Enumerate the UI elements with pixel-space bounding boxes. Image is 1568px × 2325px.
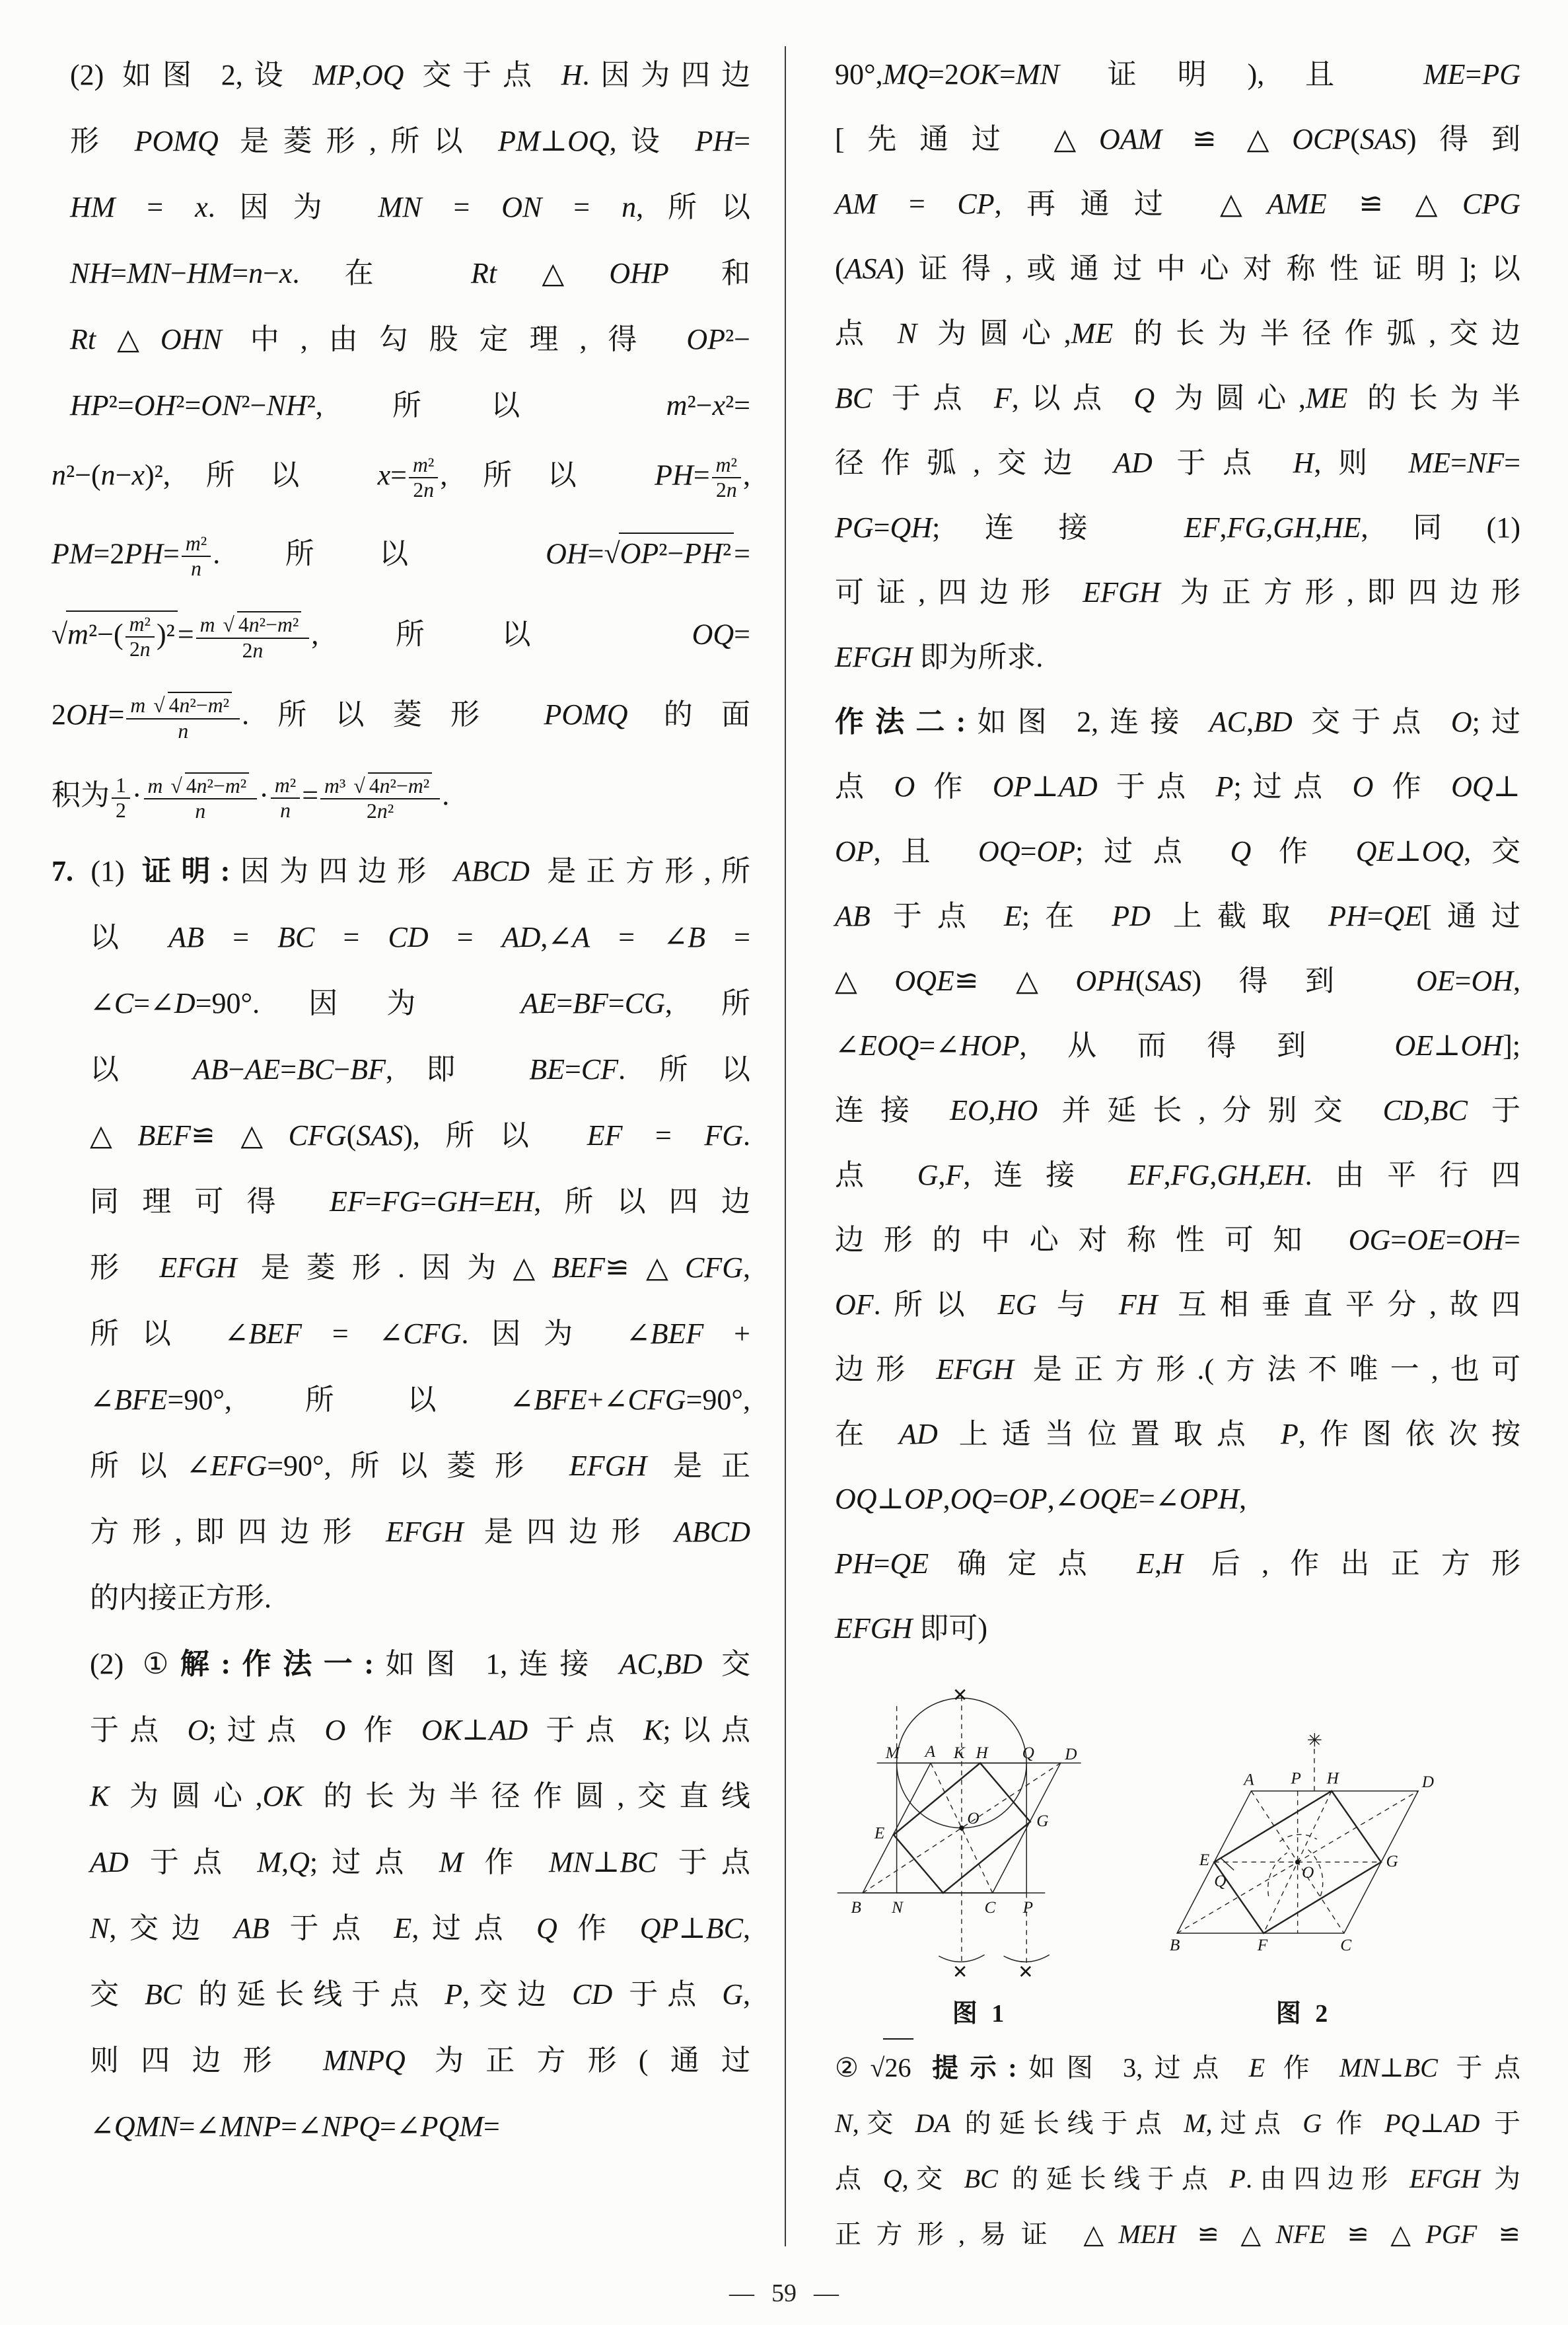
- text-line: 在 AD 上适当位置取点 P,作图依次按: [835, 1418, 1521, 1450]
- text-line: 所以∠EFG=90°,所以菱形 EFGH 是正: [90, 1449, 751, 1482]
- text-line: △OQE≌△OPH(SAS)得到 OE=OH,: [835, 965, 1520, 997]
- figure-label: A: [925, 1742, 936, 1761]
- text-line: BC 于点 F,以点 Q 为圆心,ME 的长为半: [835, 382, 1521, 414]
- text-line: 径作弧,交边 AD 于点 H,则 ME=NF=: [835, 447, 1521, 479]
- figure-label: Q: [1214, 1871, 1227, 1890]
- figure-label: O: [967, 1809, 980, 1828]
- text-line: Rt△OHN 中,由勾股定理,得 OP²−: [70, 323, 750, 355]
- text-line: 以 AB = BC = CD = AD,∠A = ∠B =: [90, 920, 750, 953]
- figure-2: [1158, 1711, 1449, 2029]
- text-line: (2) 如图 2,设 MP,OQ 交于点 H.因为四边: [70, 59, 750, 91]
- text-line: PM=2PH= $\frac{\text{m²}}{n}$ .所以 OH=√OP²−PH²=: [52, 531, 750, 581]
- text-line: 连接 EO,HO 并延长,分别交 CD,BC 于: [835, 1094, 1521, 1126]
- figure-label: C: [984, 1898, 996, 1917]
- text-line: √m²−( $\frac{\text{m²}}{2n}$ )²= $\frac{\text{m √ 4n²−m²}}{2n}$ ,所以 OQ=: [52, 596, 750, 677]
- text-line: PG=QH;连接 EF,FG,GH,HE,同(1): [835, 511, 1520, 544]
- text-line: HP²=OH²=ON²−NH²,所以 m²−x²=: [70, 389, 750, 422]
- text-line: ∠QMN=∠MNP=∠NPQ=∠PQM=: [90, 2110, 500, 2143]
- text-line: 7. (1) 证明:因为四边形 ABCD 是正方形,所: [52, 854, 750, 887]
- text-line: 以 AB−AE=BC−BF,即 BE=CF.所以: [90, 1052, 750, 1086]
- figure-label: ✕: [1018, 1962, 1034, 1983]
- text-line: 2OH= $\frac{\text{m √ 4n²−m²}}{n}$ .所以菱形 POMQ 的面: [52, 677, 750, 758]
- figure-label: O: [1302, 1863, 1314, 1882]
- text-line: N,交边 AB 于点 E,过点 Q 作 QP⊥BC,: [90, 1911, 751, 1944]
- text-line: 90°,MQ=2OK=MN 证明),且 ME=PG: [835, 58, 1520, 91]
- text-line: 作法二:如图 2,连接 AC,BD 交于点 O;过: [835, 706, 1521, 738]
- figure-label: D: [1421, 1772, 1435, 1791]
- figure-label: G: [1036, 1811, 1049, 1830]
- text-line: OQ⊥OP,OQ=OP,∠OQE=∠OPH,: [835, 1483, 1247, 1515]
- page-footer: [0, 2279, 1568, 2308]
- text-line: [先通过 △OAM ≌ △OCP(SAS)得到: [835, 123, 1520, 155]
- text-line: n²−(n−x)²,所以 x= $\frac{\text{m²}}{2n}$ ,所以 PH= $\frac{\text{m²}}{2n}$ ,: [52, 453, 751, 502]
- text-line: 所以 ∠BEF = ∠CFG.因为 ∠BEF +: [90, 1317, 750, 1350]
- text-line: 的内接正方形.: [90, 1581, 271, 1614]
- text-line: 点 O 作 OP⊥AD 于点 P;过点 O 作 OQ⊥: [835, 770, 1521, 803]
- figure-label: C: [1340, 1936, 1352, 1955]
- figure-label: P: [1022, 1898, 1034, 1917]
- text-line: ∠C=∠D=90°.因为 AE=BF=CG,所: [90, 986, 750, 1019]
- figure-label: H: [976, 1743, 988, 1762]
- figure-1: [835, 1670, 1125, 2029]
- figure-label: G: [1386, 1851, 1398, 1870]
- figure-label: A: [1244, 1770, 1254, 1789]
- figure-label: F: [1257, 1936, 1268, 1955]
- text-line: 可证,四边形 EFGH 为正方形,即四边形: [835, 576, 1521, 609]
- text-line: 点 N 为圆心,ME 的长为半径作弧,交边: [835, 317, 1521, 350]
- column-divider: [785, 46, 786, 2246]
- figure-label: ✳: [1306, 1730, 1323, 1752]
- footer-dash-left: —: [729, 2279, 754, 2307]
- figure-label: N: [892, 1898, 903, 1917]
- text-line: 形 EFGH 是菱形.因为△BEF≌△CFG,: [90, 1251, 750, 1284]
- text-line: N,交 DA 的延长线于点 M,过点 G 作 PQ⊥AD 于: [835, 2108, 1521, 2138]
- text-line: NH=MN−HM=n−x.在 Rt△OHP 和: [70, 257, 751, 289]
- text-line: AD 于点 M,Q;过点 M 作 MN⊥BC 于点: [90, 1845, 751, 1878]
- right-column-text-top: [835, 42, 1520, 1661]
- figure-label: Q: [1022, 1743, 1034, 1762]
- text-line: 同理可得 EF=FG=GH=EH,所以四边: [90, 1185, 750, 1218]
- figure-label: D: [1065, 1744, 1077, 1763]
- text-line: 则四边形 MNPQ 为正方形(通过: [90, 2044, 750, 2077]
- figure-label: E: [874, 1824, 885, 1843]
- text-line: 边形的中心对称性可知 OG=OE=OH=: [835, 1224, 1520, 1256]
- text-line: 形 POMQ 是菱形,所以 PM⊥OQ,设 PH=: [70, 125, 751, 157]
- text-line: AM = CP,再通过 △AME ≌ △CPG: [835, 188, 1520, 220]
- figure-2-caption: 图 2: [1275, 1999, 1332, 2028]
- text-line: HM = x.因为 MN = ON = n,所以: [70, 191, 750, 223]
- page-number: 59: [771, 2279, 797, 2307]
- right-column: [835, 42, 1520, 2262]
- text-line: (ASA)证得,或通过中心对称性证明];以: [835, 252, 1520, 285]
- text-line: AB 于点 E;在 PD 上截取 PH=QE[通过: [835, 900, 1521, 932]
- text-line: ②√26 提示:如图 3,过点 E 作 MN⊥BC 于点: [835, 2038, 1520, 2096]
- text-line: 点 G,F,连接 EF,FG,GH,EH.由平行四: [835, 1159, 1521, 1191]
- footer-dash-right: —: [814, 2279, 839, 2307]
- figure-label: H: [1326, 1769, 1339, 1788]
- figure-label: P: [1291, 1769, 1301, 1788]
- center-point-o: [959, 1826, 964, 1830]
- text-line: ∠BFE=90°,所以∠BFE+∠CFG=90°,: [90, 1383, 750, 1416]
- text-line: 于点 O;过点 O 作 OK⊥AD 于点 K;以点: [90, 1713, 750, 1746]
- tick-mark: [1221, 1858, 1234, 1870]
- text-line: EFGH 即可): [835, 1612, 987, 1644]
- figure-1-caption: 图 1: [952, 1999, 1009, 2028]
- figure-label: B: [851, 1898, 861, 1917]
- figure-label: ✕: [952, 1685, 968, 1706]
- text-line: △BEF≌△CFG(SAS),所以 EF = FG.: [90, 1119, 750, 1152]
- figure-1-drawing: [835, 1670, 1125, 1983]
- text-line: 点 Q,交 BC 的延长线于点 P.由四边形 EFGH 为: [835, 2163, 1521, 2194]
- text-line: 正方形,易证 △MEH ≌ △NFE ≌ △PGF ≌: [835, 2219, 1521, 2249]
- figures-row: [835, 1670, 1520, 2029]
- text-line: 交 BC 的延长线于点 P,交边 CD 于点 G,: [90, 1977, 751, 2011]
- text-line: ∠EOQ=∠HOP,从而得到 OE⊥OH];: [835, 1029, 1520, 1062]
- figure-2-labels: [1170, 1730, 1434, 1954]
- figure-label: ✕: [952, 1962, 968, 1983]
- text-line: OF.所以 EG 与 FH 互相垂直平分,故四: [835, 1288, 1521, 1321]
- figure-2-drawing: [1158, 1711, 1449, 1983]
- center-point-o: [1295, 1859, 1300, 1864]
- text-line: (2) ①解:作法一:如图 1,连接 AC,BD 交: [90, 1647, 751, 1680]
- text-line: 积为 $\frac{1}{2}$ · $\frac{\text{m √ 4n²−m²}}{n}$ · $\frac{\text{m²}}{n}$ = $\frac{\text{m³ √ 4n²−m²}}{\text{2n²}}$ .: [52, 773, 450, 823]
- left-column: [52, 42, 750, 2262]
- figure-1-labels: [851, 1685, 1077, 1983]
- figure-label: M: [885, 1743, 900, 1762]
- text-line: PH=QE 确定点 E,H 后,作出正方形: [835, 1547, 1521, 1580]
- text-line: EFGH 即为所求.: [835, 641, 1044, 673]
- text-line: OP,且 OQ=OP;过点 Q 作 QE⊥OQ,交: [835, 835, 1521, 867]
- right-column-text-bottom: [835, 2038, 1520, 2262]
- figure-label: K: [953, 1743, 965, 1762]
- text-line: K 为圆心,OK 的长为半径作圆,交直线: [90, 1779, 751, 1812]
- text-line: 方形,即四边形 EFGH 是四边形 ABCD: [90, 1515, 751, 1548]
- text-line: 边形 EFGH 是正方形.(方法不唯一,也可: [835, 1353, 1520, 1385]
- figure-label: E: [1199, 1850, 1210, 1869]
- figure-label: B: [1169, 1936, 1180, 1955]
- figure-1-construction-lines: [837, 1698, 1081, 1893]
